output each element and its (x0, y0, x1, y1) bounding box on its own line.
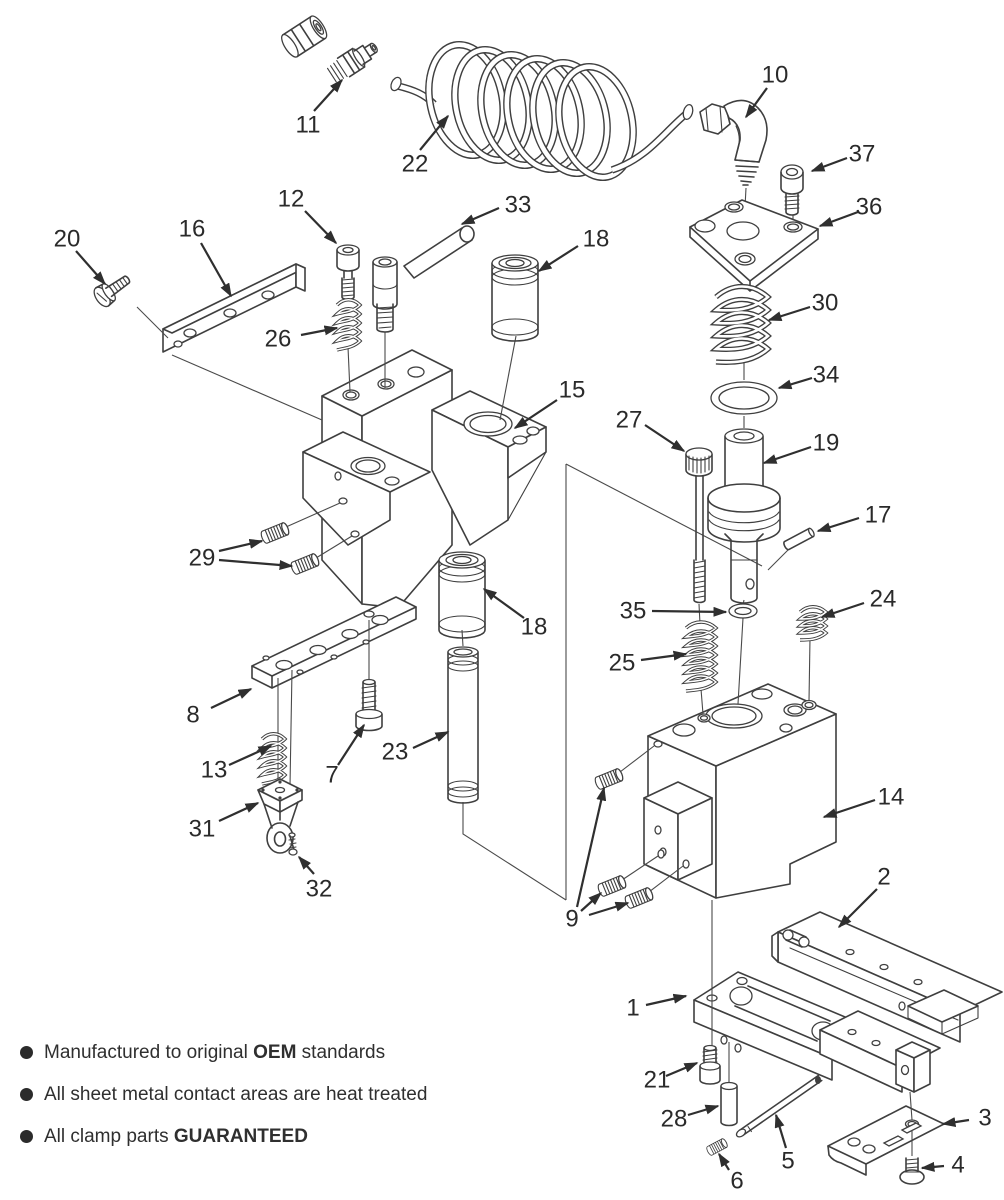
leader-arrow-19 (764, 447, 811, 463)
spring-24 (800, 607, 826, 640)
leader-arrow-29 (219, 541, 262, 551)
leader-arrow-6 (719, 1154, 729, 1170)
part-label-10: 10 (761, 61, 789, 89)
set-screw-29a (260, 522, 290, 544)
part-label-24: 24 (869, 585, 897, 613)
screw-37 (781, 165, 803, 215)
part-label-18b: 18 (520, 613, 548, 641)
leader-arrow-9 (577, 788, 604, 907)
part-label-26: 26 (264, 325, 292, 353)
spring-25 (686, 622, 716, 691)
leader-arrow-16 (201, 243, 231, 296)
part-label-35: 35 (619, 597, 647, 625)
part-label-6: 6 (730, 1167, 744, 1195)
leader-arrow-29 (219, 560, 292, 566)
part-label-32: 32 (305, 875, 333, 903)
part-label-33: 33 (504, 191, 532, 219)
note-text: standards (296, 1042, 386, 1063)
note-text: All sheet metal contact areas are heat treated (44, 1084, 428, 1105)
leader-arrow-37 (812, 158, 847, 171)
leader-arrow-23 (413, 732, 448, 748)
set-screw-6 (706, 1138, 729, 1156)
cylinder-18-top (492, 255, 538, 341)
note-text: All clamp parts (44, 1126, 174, 1147)
leader-arrow-35 (652, 611, 726, 612)
set-screw-29b (290, 553, 320, 575)
part-label-37: 37 (848, 140, 876, 168)
leader-arrow-18b (484, 589, 524, 618)
bullet-icon (20, 1046, 33, 1059)
set-screw-9c (594, 768, 624, 790)
coil-hose-22 (389, 38, 694, 185)
note-bold: OEM (253, 1042, 297, 1063)
main-block-15 (303, 350, 546, 608)
hose-fitting-11 (279, 14, 382, 85)
cylinder-18-mid (439, 552, 485, 638)
leader-arrow-12 (305, 211, 336, 243)
leader-arrow-18a (539, 246, 578, 271)
part-label-22: 22 (401, 150, 429, 178)
leader-arrow-20 (76, 251, 105, 284)
note-guaranteed (20, 1127, 427, 1146)
part-label-36: 36 (855, 193, 883, 221)
part-label-30: 30 (811, 289, 839, 317)
screw-12 (337, 245, 359, 300)
leader-arrow-9 (589, 903, 628, 915)
hook-32 (267, 823, 297, 855)
perforated-bar-8 (252, 597, 416, 688)
leader-arrow-1 (646, 996, 686, 1005)
leader-arrow-7 (338, 725, 364, 765)
part-label-23: 23 (381, 738, 409, 766)
bullet-icon (20, 1130, 33, 1143)
leader-arrow-4 (922, 1166, 944, 1168)
leader-arrow-3 (943, 1120, 969, 1124)
part-label-31: 31 (188, 815, 216, 843)
notes-list (20, 1043, 427, 1146)
part-label-17: 17 (864, 501, 892, 529)
note-text: Manufactured to original (44, 1042, 254, 1063)
part-label-15: 15 (558, 376, 586, 404)
part-label-11: 11 (295, 111, 321, 139)
leader-arrow-5 (776, 1115, 786, 1148)
pin-17 (783, 528, 815, 551)
part-label-13: 13 (200, 756, 228, 784)
part-label-29: 29 (188, 544, 216, 572)
part-label-20: 20 (53, 225, 81, 253)
note-bold: GUARANTEED (173, 1126, 308, 1147)
screw-4 (900, 1158, 924, 1184)
leader-arrow-33 (462, 208, 499, 224)
part-label-7: 7 (325, 761, 339, 789)
part-label-3: 3 (978, 1104, 992, 1132)
part-label-16: 16 (178, 215, 206, 243)
o-ring-35 (729, 604, 757, 618)
swivel-block-31 (258, 779, 302, 828)
leader-arrow-8 (211, 689, 251, 708)
leader-arrow-27 (645, 425, 684, 451)
part-label-4: 4 (951, 1151, 965, 1179)
part-label-34: 34 (812, 361, 840, 389)
leader-arrow-26 (301, 328, 337, 335)
part-label-18a: 18 (582, 225, 610, 253)
leader-arrow-17 (818, 518, 859, 531)
part-label-5: 5 (781, 1147, 795, 1175)
part-label-9: 9 (565, 905, 579, 933)
spring-30 (716, 287, 768, 363)
note-heat-treated (20, 1085, 427, 1104)
part-label-28: 28 (660, 1105, 688, 1133)
part-label-14: 14 (877, 783, 905, 811)
wear-plate-3 (828, 1106, 944, 1175)
leader-arrow-36 (820, 212, 858, 226)
lower-body-14 (644, 684, 836, 898)
part-label-25: 25 (608, 649, 636, 677)
rod-5 (735, 1076, 822, 1139)
piston-19 (708, 429, 780, 603)
part-label-12: 12 (277, 185, 305, 213)
part-label-27: 27 (615, 406, 643, 434)
part-label-21: 21 (643, 1066, 671, 1094)
part-label-1: 1 (626, 994, 640, 1022)
leader-arrow-30 (769, 307, 810, 320)
leader-arrow-31 (219, 803, 258, 821)
part-label-2: 2 (877, 863, 891, 891)
leader-arrow-24 (822, 603, 864, 617)
spring-13 (262, 734, 285, 784)
valve-handle-33 (373, 226, 474, 332)
set-screw-9b (624, 887, 654, 909)
leader-arrow-25 (641, 654, 686, 660)
spring-26 (337, 300, 360, 350)
leader-arrow-11 (314, 80, 342, 111)
leader-arrow-2 (839, 889, 877, 927)
leader-arrow-32 (299, 857, 314, 874)
elbow-fitting-10 (700, 100, 767, 185)
bullet-icon (20, 1088, 33, 1101)
leader-arrow-28 (688, 1106, 718, 1115)
screw-21 (700, 1046, 720, 1085)
o-ring-34 (711, 382, 777, 414)
note-oem (20, 1043, 427, 1062)
leader-arrow-9 (581, 893, 601, 911)
bolt-7 (356, 680, 382, 731)
tube-23 (448, 647, 478, 803)
part-label-19: 19 (812, 429, 840, 457)
part-label-8: 8 (186, 701, 200, 729)
spacer-28 (721, 1083, 737, 1126)
cap-plate-36 (690, 200, 818, 291)
leader-arrow-34 (779, 378, 812, 388)
leader-arrow-21 (666, 1063, 697, 1076)
